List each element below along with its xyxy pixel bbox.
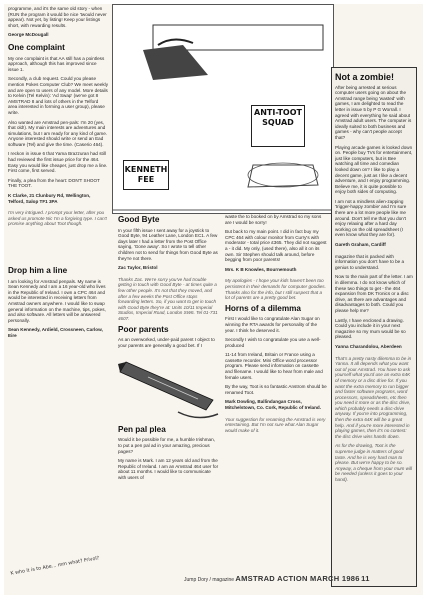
anti-toot-squad-caption: ANTI-TOOT SQUAD [251, 105, 305, 147]
column-2 [118, 214, 220, 574]
letter-text: 11-14 from Ireland, Britain or France using a cassette recorder. Mini Office word processor program. Please send information on cassette and filename. I would like to hear from male and female users. [225, 352, 323, 380]
letter-text: After being arrested at serious computer users going on about the Amstrad range being 'wasted' with games, I am delighted to read the letter in issue 5 by P G Worrall. I agreed with everything he said about Amstrad adult users. The computer is ideally suited to both business and games - why can't people accept that? [335, 84, 412, 140]
letter-text: Finally, a plea from the heart: DON'T SHOOT THE TOOT. [8, 177, 100, 189]
letter-text: My one complaint is that AA still has a pointless approach, although this has improved since issue 1. [8, 55, 105, 72]
kenneth-fee-caption: KENNETH FEE [123, 160, 169, 190]
pen-illustration [118, 352, 220, 422]
letter-text: Playing arcade games is looked down on. People buy TVs for entertainment, just like computers, but is Bee watching all time and comedian looked down on? I like to play a decent game, just as I like a decent adventure, and I enjoy programming. Believe me, it is quite possible to enjoy both sides of computing. [335, 144, 413, 195]
letter-text: By the way, Toot is so fantastic Anstrom should be renamed Toot. [225, 384, 327, 395]
editor-reply: Your suggestion for renaming the Amstrad is very entertaining. But I'm not sure what Alan Sugar would make of it. [225, 416, 326, 433]
letter-text: waste the to booked on by Amstrad so my sons are I would be sorry! [225, 214, 322, 225]
editor-reply: As for the drawing, Toot is the supreme judge in matters of good taste. And he is very hard man to please. But we're happy to be so. Anyway, a cheque from your mum will be needed (unless it goes to your hand). [335, 443, 413, 482]
cartoon-panel [112, 4, 334, 214]
letter-signature: Yanna Charandolou, Aberdeen [335, 343, 402, 349]
letter-text: I am not a mindless alien-zapping 'trigger-happy zombie' and I'm sure there are a lot more people like me around. Don't tell me that you don't enjoy relaxing after a hard day working on the old spreadsheet (I even know what they are for). [335, 198, 407, 238]
letter-text: As an overworked, under-paid parent I object to your parents are generally a good bet. If I [118, 337, 215, 348]
magazine-page [4, 4, 423, 595]
sidebar-not-a-zombie [331, 67, 417, 587]
letter-signature: Zac Taylor, Bristol [118, 265, 158, 271]
heading-good-byte: Good Byte [118, 215, 160, 224]
letter-text: Now to the main part of the letter. I am in dilemma. I do not know which of these two things to get - the 464 expansion from DK Tronics or a disc drive, as there are advantages and disadvantages to both. Could you please help me? [335, 274, 413, 313]
heading-horns-of-a-dilemma: Horns of a dilemma [225, 303, 301, 313]
letter-text: Lastly, I have enclosed a drawing. Could you include it in your next magazine so my mum would be so pleased. [335, 317, 406, 340]
letter-text: First I would like to congratulate Alan Sugar on winning the RTA awards for personality of the year. I think he deserved it. [225, 316, 320, 333]
heading-one-complaint: One complaint [8, 42, 65, 52]
editor-reply: I'm very intrigued. I prompt your letter, after you asked us promote Nic I'm a forgiving type. I can't promise anything about Toot though. [8, 210, 107, 227]
letter-text: In your fifth issue I sent away for a joystick to Good Byte, 94 Leather Lane, London EC1. A few days later I had a letter from the Post Office saying, 'Gone away'. So I wrote to tell other children not to send for things from Good Byte as they're not there. [118, 227, 218, 261]
letter-text: magazine that is packed with information you don't have to be a genius to understand. [335, 253, 405, 270]
letter-text: Also wanted are Amstrad pen-pals: I'm 20 (yes, that old!). My main interests are adventures and simulations, but I am ready for any kind of game. Anyone interested should write or send an Ead software (Tel) and give the time. (Caserio 464). [8, 119, 108, 147]
page-footer [184, 574, 370, 583]
heading-drop-him-a-line: Drop him a line [8, 266, 68, 275]
letter-signature: Mrs. K B Knowles, Bournemouth [225, 266, 297, 272]
letter-text: Secondly, a club request. Could you please mention Pokes Computer Club? We meet weekly and are open to users of any model. More details to Kelvin (Tel Kelvin): 'Ad Swap' (we've got 8 AMSTRAD 8 and lots of others in the Telford area interested in forming a user group), please write. [8, 76, 108, 115]
letter-text: Would it be possible for me, a humble Irishman, to put a pen pal ad in your amazing, precious pages? [118, 437, 215, 454]
editor-reply: Thanks Zac. We're sorry you've had trouble getting in touch with Good Byte - at times quite a few other people. It's not that they moved, and after a few weeks the Post Office stops forwarding letters. So, if you want to get in touch with Good Byte they're at: Units 10/11 Imperial Studios, Imperial Road, London SW6. Tel 01-731 4607. [118, 276, 218, 321]
letter-signature: George McDougall [8, 32, 49, 38]
editor-reply: That's a pretty nasty dilemma to be in Yanna. It all depends what you want out of your Amstrad. You have to ask yourself what you'd use an extra 64K of memory or a disc drive for. If you want the extra memory to run bigger and faster software programs, word processors, spreadsheets, etc then you need it more or as the disc drive, which probably needs a disc-drive anyway. If you're into programming, then the extra 64K will be a great help. And if you're more interested in playing games, then it's no contest: the disc drive wins hands down. [335, 355, 412, 439]
editor-reply: My apologies - I hope your kids haven't been too persistent in their demands for computer goodies. Thanks also for the info, but I still suspect that a lot of parents are a pretty good bet. [225, 278, 326, 301]
letter-signature: Sean Kennedy, Ardield, Crossneen, Carlow, Eire [8, 327, 103, 338]
footer-small-text: Jump Dory / magazine [184, 577, 235, 583]
heading-pen-pal-plea: Pen pal plea [118, 424, 166, 434]
letter-text: My name is Mark. I am 12 years old and from the Republic of Ireland. I am an Amstrad 464 user for about 11 months. I would like to communicate with users of [118, 458, 219, 481]
letter-text: But back to my main point. I did in fact buy my CPC 464 with colour monitor from Curry's with moderator - total price £365. They did not suggest a - it did. My only, (used there), also all it on its own. Sir Stephen should talk around, before begging from poor parents! [225, 229, 327, 263]
letter-signature: Gareth Graham, Cardiff [335, 242, 386, 248]
sidebar-text [335, 85, 413, 487]
handwritten-doodle: K who it is to Abe... mm what? Frivol? [10, 556, 100, 577]
letter-text: Secondly I wish to congratulate you use a well-produced [225, 337, 321, 348]
letter-text: I reckon in issue 6 that Yama Brazzuran had still had reviewed the first issue price for the 464. Easy you would like cheaper, just drop me a line. First come, first served. [8, 151, 108, 174]
letter-signature: K Clarke, 21 Clunbury Rd, Wellington, Telford, Salop TF1 3PA [8, 193, 91, 204]
page-number: 11 [361, 574, 370, 583]
heading-not-a-zombie: Not a zombie! [335, 72, 395, 82]
magazine-title: AMSTRAD ACTION MARCH 1986 [235, 574, 360, 583]
letter-text: programme, and it's the same old story - when (RUN the program it would be nice 'twould never appear). Not yet, by listing! Keep your listings short, with rewarding results. [8, 6, 107, 28]
letter-text: I am looking for Amstrad penpals. My name is Sean Kennedy and I am a 16 year-old who lives in the Republic of Ireland. I own a CPC 464 and would be interested in receiving letters from Amstrad owners anywhere. I would like to swap general information on the machine, tips, pokes, and also software. All letters will be answered personally. [8, 278, 106, 323]
column-1 [8, 6, 108, 562]
heading-poor-parents: Poor parents [118, 324, 169, 334]
letter-signature: Mark Dowling, Ballindangan Cross, Mitchelstown, Co. Cork, Republic of Ireland. [225, 399, 321, 411]
column-3 [225, 214, 327, 574]
